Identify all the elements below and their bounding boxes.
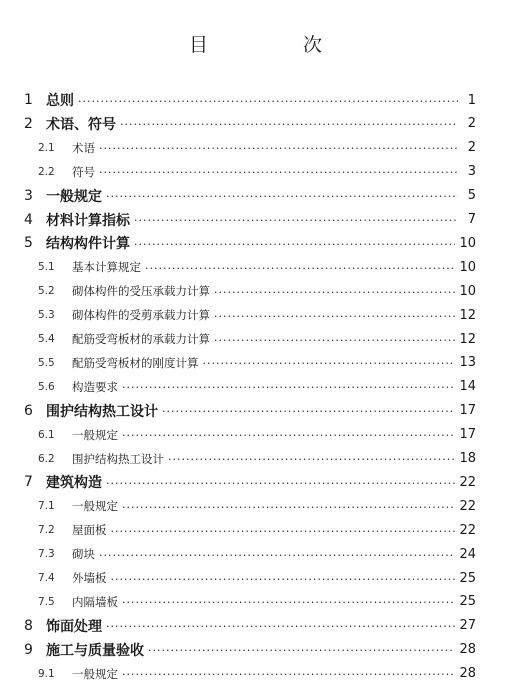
toc-entry[interactable] [38, 662, 476, 686]
toc-entry[interactable] [38, 136, 476, 160]
toc-entry-label: 基本计算规定 [72, 260, 141, 275]
dot-leader [145, 262, 455, 275]
dot-leader [162, 405, 455, 418]
toc-entry[interactable] [24, 184, 476, 208]
toc-entry-page-number: 12 [459, 307, 476, 323]
toc-entry[interactable] [38, 375, 476, 399]
toc-entry-label: 术语 [72, 140, 95, 155]
toc-entry-label: 一般规定 [72, 666, 118, 681]
toc-entry[interactable] [38, 255, 476, 279]
toc-entry-label: 符号 [72, 164, 95, 179]
toc-entry-label: 术语、符号 [46, 116, 116, 133]
toc-entry-page-number: 28 [459, 642, 476, 658]
toc-entry[interactable] [24, 470, 476, 494]
dot-leader [134, 214, 458, 227]
toc-entry-label: 砌体构件的受压承载力计算 [72, 284, 210, 299]
toc-entry-number: 5.3 [38, 309, 55, 322]
toc-entry-number: 4 [24, 211, 33, 228]
toc-entry-number: 2.2 [38, 165, 55, 178]
dot-leader [99, 549, 455, 562]
dot-leader [120, 118, 458, 131]
toc-entry-label: 一般规定 [72, 499, 118, 514]
toc-entry[interactable] [24, 231, 476, 255]
toc-entry-page-number: 3 [467, 164, 476, 180]
toc-entry-page-number: 25 [459, 594, 476, 610]
toc-entry-page-number: 25 [459, 570, 476, 586]
toc-entry-page-number: 22 [459, 474, 476, 490]
dot-leader [203, 357, 456, 370]
toc-entry-number: 5.6 [38, 380, 55, 393]
toc-entry-label: 配筋受弯板材的承载力计算 [72, 332, 210, 346]
toc-entry[interactable] [38, 327, 476, 351]
toc-entry-label: 一般规定 [72, 427, 118, 442]
toc-entry[interactable] [24, 638, 476, 662]
toc-entry-page-number: 22 [459, 522, 476, 538]
toc-entry-page-number: 2 [467, 140, 476, 156]
toc-entry-label: 总则 [46, 93, 74, 109]
toc-entry-page-number: 2 [467, 116, 476, 132]
dot-leader [78, 95, 458, 108]
dot-leader [122, 501, 455, 514]
page-title: 目 次 [188, 34, 360, 56]
toc-entry-page-number: 13 [459, 355, 476, 371]
toc-entry-label: 构造要求 [72, 379, 118, 394]
toc-entry-number: 5.4 [38, 333, 55, 345]
toc-entry[interactable] [38, 423, 476, 447]
toc-entry-label: 建筑构造 [46, 475, 102, 492]
toc-entry-label: 砌块 [72, 547, 95, 562]
toc-entry-page-number: 28 [459, 666, 476, 682]
toc-entry[interactable] [24, 614, 476, 638]
toc-entry[interactable] [38, 447, 476, 471]
toc-entry-page-number: 10 [459, 283, 476, 299]
toc-entry-number: 3 [24, 187, 33, 204]
toc-entry-label: 外墙板 [72, 571, 107, 585]
toc-entry-page-number: 10 [459, 235, 476, 251]
toc-entry-label: 施工与质量验收 [46, 642, 144, 659]
dot-leader [122, 596, 455, 609]
toc-entry-number: 6.2 [38, 452, 55, 465]
toc-entry-page-number: 24 [459, 546, 476, 562]
dot-leader [122, 429, 455, 442]
toc-entry-number: 8 [24, 617, 33, 634]
dot-leader [106, 620, 455, 633]
toc-entry-label: 结构构件计算 [46, 236, 130, 253]
dot-leader [106, 190, 458, 203]
dot-leader [168, 453, 455, 466]
toc-entry[interactable] [38, 590, 476, 614]
dot-leader [214, 286, 455, 299]
dot-leader [214, 334, 455, 347]
toc-entry[interactable] [38, 160, 476, 184]
toc-entry-number: 6 [24, 402, 33, 419]
toc-entry-page-number: 22 [459, 498, 476, 514]
toc-entry[interactable] [24, 112, 476, 136]
toc-entry-number: 1 [24, 92, 33, 108]
toc-entry[interactable] [38, 303, 476, 327]
toc-entry-number: 7 [24, 474, 33, 491]
toc-entry-page-number: 18 [459, 451, 476, 466]
toc-entry-number: 5 [24, 235, 33, 252]
toc-entry-label: 内隔墙板 [72, 594, 118, 609]
toc-entry-label: 围护结构热工设计 [72, 451, 164, 466]
toc-entry-number: 7.3 [38, 548, 55, 561]
dot-leader [214, 310, 455, 323]
toc-entry-number: 2.1 [38, 141, 55, 154]
toc-entry-label: 饰面处理 [46, 618, 102, 635]
dot-leader [106, 477, 455, 490]
dot-leader [99, 142, 458, 155]
dot-leader [111, 573, 456, 586]
toc-entry-page-number: 1 [467, 92, 476, 108]
toc-entry-page-number: 17 [459, 427, 476, 443]
toc-entry-label: 材料计算指标 [46, 212, 130, 229]
toc-entry-label: 围护结构热工设计 [46, 403, 158, 420]
toc-entry-number: 7.5 [38, 595, 55, 608]
toc-entry-label: 配筋受弯板材的刚度计算 [72, 355, 199, 370]
toc-entry[interactable] [38, 279, 476, 303]
toc-entry[interactable] [38, 494, 476, 518]
toc-entry-number: 7.1 [38, 500, 55, 513]
dot-leader [99, 166, 458, 179]
toc-entry-number: 2 [24, 115, 33, 132]
toc-entry[interactable] [38, 518, 476, 542]
toc-entry[interactable] [24, 399, 476, 423]
dot-leader [122, 668, 455, 681]
toc-entry-label: 砌体构件的受剪承载力计算 [72, 308, 210, 323]
toc-entry-number: 9 [24, 641, 33, 658]
toc-entry-label: 一般规定 [46, 188, 102, 205]
toc-entry[interactable] [38, 566, 476, 590]
toc-entry[interactable] [38, 542, 476, 566]
toc-entry-number: 7.4 [38, 572, 55, 584]
toc-entry-page-number: 12 [459, 331, 476, 347]
toc-entry[interactable] [24, 88, 476, 112]
toc-entry-number: 5.5 [38, 356, 55, 369]
toc-entry-number: 6.1 [38, 428, 55, 441]
toc-entry-label: 屋面板 [72, 523, 107, 538]
dot-leader [148, 644, 455, 657]
dot-leader [134, 238, 455, 251]
toc-entry[interactable] [38, 351, 476, 375]
toc-entry-page-number: 7 [467, 212, 476, 227]
toc-entry-page-number: 17 [459, 403, 476, 419]
toc-entry-number: 5.2 [38, 285, 55, 298]
toc-entry-page-number: 27 [459, 618, 476, 634]
toc-entry-number: 7.2 [38, 524, 55, 537]
toc-entry-page-number: 5 [467, 188, 476, 204]
toc-entry-number: 9.1 [38, 667, 55, 680]
toc-entry-page-number: 10 [459, 259, 476, 275]
dot-leader [111, 525, 456, 538]
dot-leader [122, 381, 455, 394]
toc-entry[interactable] [24, 208, 476, 232]
toc-entry-page-number: 14 [459, 379, 476, 395]
toc-entry-number: 5.1 [38, 261, 55, 274]
